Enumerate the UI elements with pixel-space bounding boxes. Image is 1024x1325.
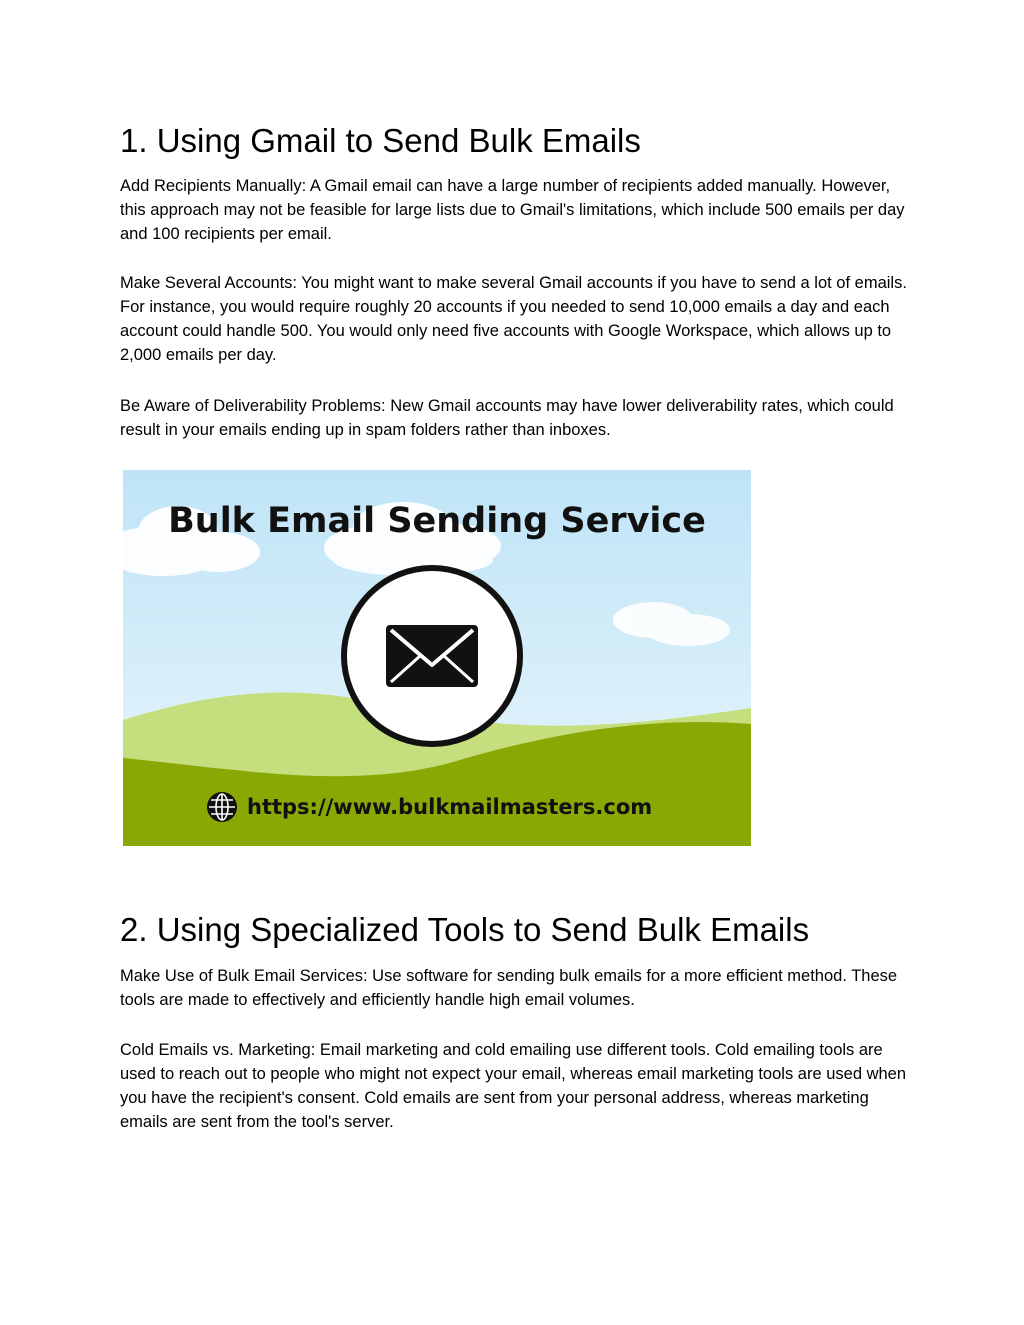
section-2-paragraph-services: Make Use of Bulk Email Services: Use software for sending bulk emails for a more efficient method. These tools are made to effectively and efficiently handle high email volumes. [120, 967, 898, 1009]
banner-title: Bulk Email Sending Service [168, 501, 706, 541]
banner-website-url: https://www.bulkmailmasters.com [247, 795, 653, 819]
section-1-heading: 1. Using Gmail to Send Bulk Emails [120, 122, 641, 159]
section-1-paragraph-recipients: Add Recipients Manually: A Gmail email can have a large number of recipients added manually. However, this approach may not be feasible for large lists due to Gmail's limitations, which include 500 emails per day and 100 recipients per email. [120, 177, 905, 243]
section-1-paragraph-deliverability: Be Aware of Deliverability Problems: New Gmail accounts may have lower deliverability rates, which could result in your emails ending up in spam folders rather than inboxes. [120, 397, 894, 439]
section-2-heading: 2. Using Specialized Tools to Send Bulk Emails [120, 911, 810, 948]
envelope-icon [386, 625, 478, 687]
globe-icon [207, 792, 237, 822]
section-1-paragraph-accounts: Make Several Accounts: You might want to make several Gmail accounts if you have to send a lot of emails. For instance, you would require roughly 20 accounts if you needed to send 10,000 emails a day and each account could handle 500. You would only need five accounts with Google Workspace, which allows up to 2,000 emails per day. [120, 274, 907, 364]
section-2-paragraph-cold-vs-marketing: Cold Emails vs. Marketing: Email marketing and cold emailing use different tools. Cold emailing tools are used to reach out to people who might not expect your email, whereas email marketing tools are used when you have the recipient's consent. Cold emails are sent from your personal address, whereas marketing emails are sent from the tool's server. [120, 1041, 907, 1131]
bulk-email-service-banner [123, 470, 751, 846]
